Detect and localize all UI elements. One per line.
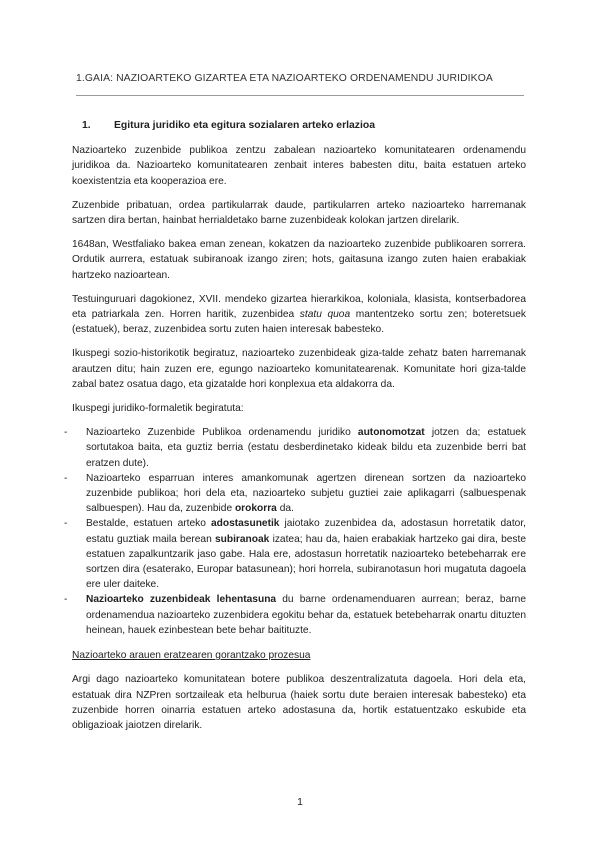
list-item-2-text-c: da.: [276, 503, 294, 515]
paragraph-4: [72, 292, 526, 338]
dash-bullet: -: [64, 594, 68, 606]
list-item-2-text-a: Nazioarteko esparruan interes amankomunak agertzen direnean sortzen da nazioarteko zuzenbide publikoa; hori dela eta, nazioarteko subjetu guztiei zaie aplikagarri (salbuespenak salbuespen). Hau da, zuzenbide: [86, 472, 526, 515]
list-item-3-bold-a: adostasunetik: [210, 518, 280, 530]
paragraph-4-text-a: Testuinguruari dagokionez, XVII. mendeko gizartea hierarkikoa, koloniala, klasista, kontserbadorea eta patriarkala zen. Horren haritik, zuzenbidea: [72, 293, 526, 321]
section-title: Egitura juridiko eta egitura sozialaren arteko erlazioa: [114, 120, 376, 131]
document-body: [64, 118, 527, 742]
section-heading: [82, 118, 526, 133]
characteristics-list: [64, 425, 527, 638]
list-item-1-text-a: Nazioarteko Zuzenbide Publikoa ordenamendu juridiko: [86, 427, 358, 439]
list-item: [64, 592, 526, 638]
page-number: 1: [297, 797, 303, 808]
list-item-4-text-b: du barne ordenamenduaren aurrean; beraz, barne ordenamendua nazioarteko zuzenbidera egokitu behar da, estatuek betebeharrak onartu dituzten heinean, hauek ezinbestean bete behar baitituzte.: [86, 594, 526, 636]
paragraph-3: 1648an, Westfaliako bakea eman zenean, kokatzen da nazioarteko zuzenbide publikoaren sorrera. Ordutik aurrera, estatuak subiranoak izango ziren; hots, gaitasuna izango zuten haien erabakiak hartzeko nazioartean.: [72, 239, 526, 281]
page-header-title: 1.GAIA: NAZIOARTEKO GIZARTEA ETA NAZIOARTEKO ORDENAMENDU JURIDIKOA: [76, 73, 493, 84]
paragraph-1: Nazioarteko zuzenbide publikoa zentzu zabalean nazioarteko komunitatearen ordenamendu juridikoa da. Nazioarteko komunitatearen zenbait interes babesten ditu, baita estatuen arteko koexistentzia eta kooperazioa ere.: [72, 145, 526, 187]
list-item-3-bold-b: subiranoak: [214, 533, 270, 545]
dash-bullet: -: [64, 427, 68, 439]
subheading: Nazioarteko arauen eratzearen gorantzako prozesua: [72, 650, 311, 662]
list-item-2-bold: orokorra: [234, 503, 277, 515]
paragraph-2: Zuzenbide pribatuan, ordea partikularrak daude, partikularren arteko nazioarteko harremanak sartzen dira bertan, hainbat herrialdetako barne zuzenbideak kolokan jartzen direlarik.: [72, 199, 526, 227]
dash-bullet: -: [64, 472, 68, 484]
list-item: [64, 471, 526, 517]
list-item-3-text-c: jaiotako zuzenbidea da, adostasun horretatik dator, estatu guztiak maila berean: [86, 518, 526, 545]
list-item: [64, 516, 527, 592]
list-item-1-text-c: jotzen da; estatuek sortutakoa baita, eta guztiz berria (estatu desberdinetako kideak bildu eta zuzenbide berri bat eratzen dute).: [86, 427, 526, 469]
list-item-1-bold: autonomotzat: [357, 427, 425, 439]
list-item-3-text-a: Bestalde, estatuen arteko: [86, 518, 211, 530]
paragraph-5: Ikuspegi sozio-historikotik begiratuz, nazioarteko zuzenbideak giza-talde zehatz baten harremanak arautzen ditu; hain zuzen ere, egungo nazioarteko komunitatearenak. Komunitate hori giza-talde zabal batez osatua dago, eta gizatalde hori konplexua eta aldakorra da.: [72, 348, 526, 390]
final-paragraph: Argi dago nazioarteko komunitatean botere publikoa deszentralizatuta dagoela. Hori dela eta, estatuak dira NZPren sortzaileak eta helburua (haiek sortu dute beraien interesak babesteko) eta zuzenbide horren oinarria estatuen arteko adostasuna da, hortik estatuentzako eskubide eta obligazioak jaiotzen direlarik.: [72, 674, 526, 731]
paragraph-4-emphasis: statu quoa: [299, 309, 351, 321]
list-item: [64, 425, 526, 471]
dash-bullet: -: [64, 518, 68, 530]
list-item-4-bold: Nazioarteko zuzenbideak lehentasuna: [86, 594, 277, 606]
section-number: 1.: [82, 120, 91, 131]
paragraph-4-text-b: mantentzeko sortu zen; boteretsuek (estatuek), beraz, zuzenbidea sortu zuten haien interesak babesteko.: [72, 309, 526, 336]
list-item-3-text-e: izatea; hau da, haien erabakiak hartzeko gai dira, beste estatuen zapalkuntzarik jaso gabe. Hala ere, adostasun horretatik nazioarteko betebeharrak ere sortzen dira (esaterako, Europar batasunean); hori horrela, subiranotasun hori mugatuta dagoela ere uler daiteke.: [86, 533, 527, 591]
header-divider: [76, 95, 524, 96]
paragraph-6: Ikuspegi juridiko-formaletik begiratuta:: [72, 403, 244, 415]
